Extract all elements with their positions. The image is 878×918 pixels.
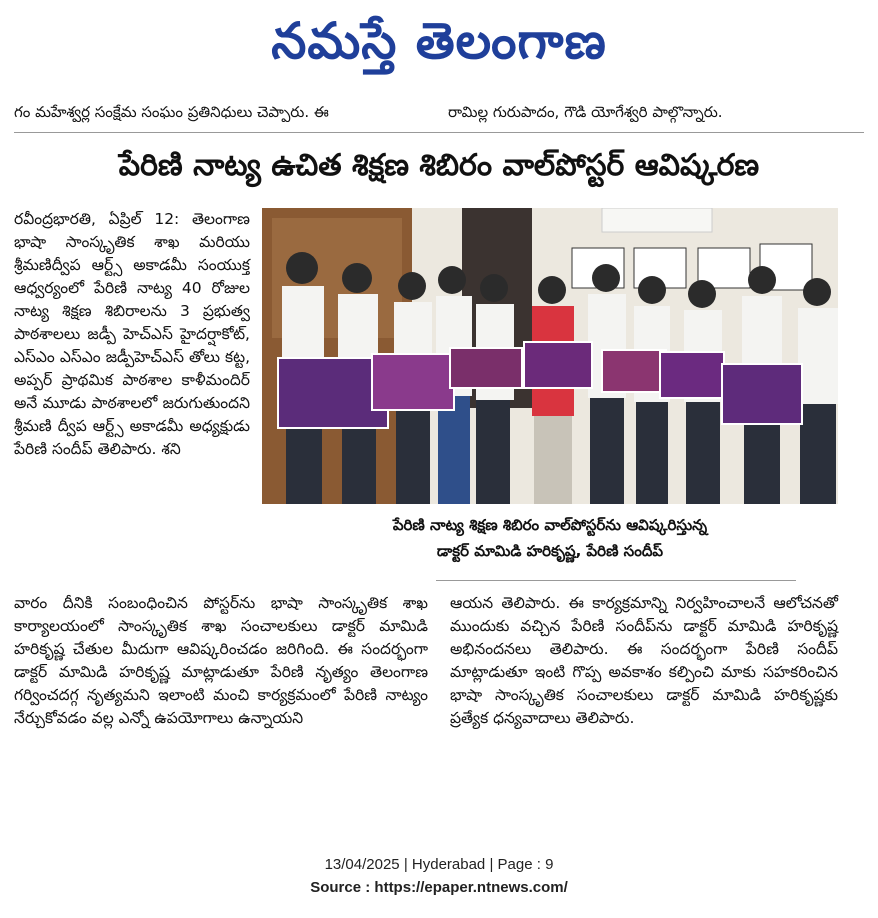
news-photo xyxy=(262,208,838,504)
photo-illustration xyxy=(262,208,838,504)
article-paragraph: వారం దీనికి సంబంధించిన పోస్టర్‌ను భాషా సాంస్కృతిక శాఖ కార్యాలయంలో సాంస్కృతిక శాఖ సంచాలకులు డాక్టర్ మామిడి హరికృష్ణ చేతుల మీదుగా ఆవిష్కరించడం జరిగింది. ఈ సందర్భంగా డాక్టర్ మామిడి హరికృష్ణ మాట్లాడుతూ పేరిణి నృత్యం తెలంగాణ గర్వించదగ్గ నృత్యమని ఇలాంటి మంచి కార్యక్రమంలో పేరిణి నాట్యం నేర్చుకోవడం వల్ల ఎన్నో ఉపయోగాలు ఉన్నాయని xyxy=(14,594,428,727)
masthead-logo: నమస్తే తెలంగాణ xyxy=(271,12,607,70)
footer-date: 13/04/2025 xyxy=(324,856,400,873)
caption-divider xyxy=(436,580,796,581)
newspaper-masthead xyxy=(0,0,878,86)
article-column-bottom-right xyxy=(450,592,838,730)
footer-dateline xyxy=(0,856,878,873)
source-link[interactable]: https://epaper.ntnews.com/ xyxy=(374,879,568,896)
footer-source xyxy=(0,879,878,896)
footer-separator: | xyxy=(403,856,408,873)
footer-page: Page : 9 xyxy=(497,856,554,873)
footer-city: Hyderabad xyxy=(411,856,486,873)
caption-line: డాక్టర్ మామిడి హరికృష్ణ, పేరిణి సందీప్ xyxy=(436,542,664,560)
photo-caption xyxy=(262,512,838,564)
divider xyxy=(14,132,864,133)
article-paragraph: రవీంద్రభారతి, ఏప్రిల్ 12: తెలంగాణ భాషా సాంస్కృతిక శాఖ మరియు శ్రీమణిద్వీప ఆర్ట్స్ అకాడమీ సంయుక్త ఆధ్వర్యంలో పేరిణి నాట్య 40 రోజుల నాట్య శిక్షణ శిబిరాలను 3 ప్రభుత్వ పాఠశాలలు జడ్పీ హెచ్‌ఎస్ హైదర్షాకోట్, ఎస్ఎం ఎస్ఎం జడ్పీహెచ్‌ఎస్ తోలు కట్ట, అప్పర్ ప్రాథమిక పాఠశాల కాళీమందిర్ అనే మూడు పాఠశాలలో జరుగుతుందని శ్రీమణి ద్వీప ఆర్ట్స్ అకాడమీ అధ్యక్షుడు పేరిణి సందీప్ తెలిపారు. శని xyxy=(14,210,250,458)
article-column-bottom-left xyxy=(14,592,428,730)
carryover-text-right: రామిల్ల గురుపాదం, గౌడి యోగేశ్వరి పాల్గొన్నారు. xyxy=(448,103,723,121)
carryover-text-left: గం మహేశ్వర్ల సంక్షేమ సంఘం ప్రతినిధులు చెప్పారు. ఈ xyxy=(14,103,329,121)
headline: పేరిణి నాట్య ఉచిత శిక్షణ శిబిరం వాల్‌పోస్టర్ ఆవిష్కరణ xyxy=(118,148,760,183)
article-paragraph: ఆయన తెలిపారు. ఈ కార్యక్రమాన్ని నిర్వహించాలనే ఆలోచనతో ముందుకు వచ్చిన పేరిణి సందీప్‌ను డాక్టర్ మామిడి హరికృష్ణ అభినందనలు తెలిపారు. ఈ సందర్భంగా పేరిణి సందీప్ మాట్లాడుతూ ఇంటి గొప్ప అవకాశం కల్పించి మాకు సహకరించిన భాషా సాంస్కృతిక సంచాలకులు డాక్టర్ మామిడి హరికృష్ణకు ప్రత్యేక ధన్యవాదాలు తెలిపారు. xyxy=(450,594,838,727)
article-column-left xyxy=(14,208,250,461)
source-label: Source : xyxy=(310,879,371,896)
caption-line: పేరిణి నాట్య శిక్షణ శిబిరం వాల్‌పోస్టర్‌ను ఆవిష్కరిస్తున్న xyxy=(392,516,708,534)
footer-separator: | xyxy=(489,856,494,873)
